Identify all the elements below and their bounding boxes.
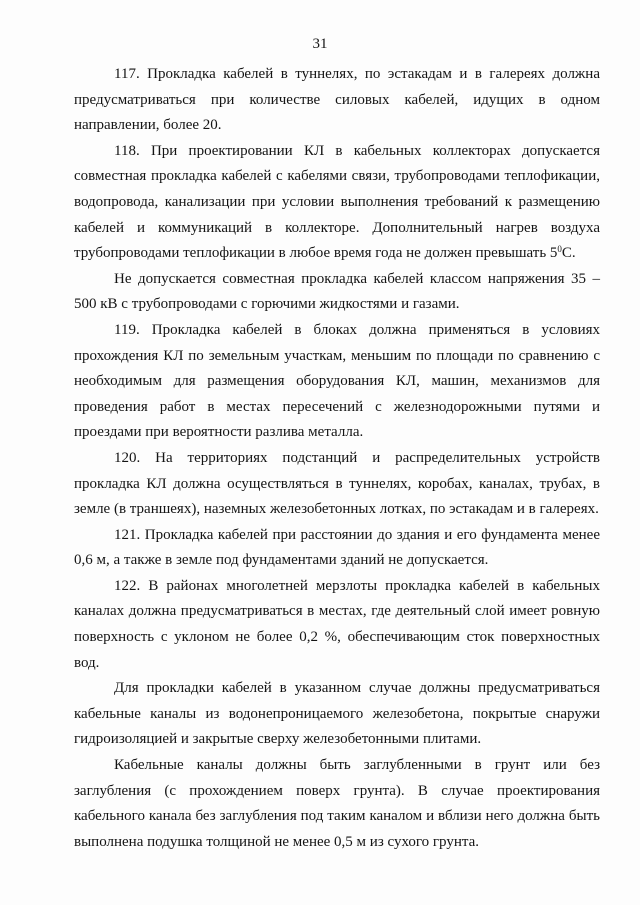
paragraph-118-text: 118. При проектировании КЛ в кабельных коллекторах допускается совместная прокладка кабелей с кабелями связи, трубопроводами теплофикации, водопровода, канализации при условии выполнения требований к размещению кабелей и коммуникаций в коллекторе. Дополнительный нагрев воздуха трубопроводами теплофикации в любое время года не должен превышать 5: [74, 142, 600, 262]
paragraph-118: [74, 139, 600, 267]
paragraph-depth: Кабельные каналы должны быть заглубленными в грунт или без заглубления (с прохождением поверх грунта). В случае проектирования кабельного канала без заглубления под таким каналом и вблизи него должна быть выполнена подушка толщиной не менее 0,5 м из сухого грунта.: [74, 757, 600, 850]
page-number: 31: [312, 36, 328, 52]
paragraph-prohibition: Не допускается совместная прокладка кабелей классом напряжения 35 – 500 кВ с трубопроводами с горючими жидкостями и газами.: [74, 270, 600, 313]
degree-superscript: 0: [557, 244, 562, 255]
paragraph-117: 117. Прокладка кабелей в туннелях, по эстакадам и в галереях должна предусматриваться при количестве силовых кабелей, идущих в одном направлении, более 20.: [74, 66, 600, 134]
paragraph-122: 122. В районах многолетней мерзлоты прокладка кабелей в кабельных каналах должна предусматриваться в местах, где деятельный слой имеет ровную поверхность с уклоном не более 0,2 %, обеспечивающим сток поверхностных вод.: [74, 577, 600, 671]
paragraph-channels: Для прокладки кабелей в указанном случае должны предусматриваться кабельные каналы из водонепроницаемого железобетона, покрытые снаружи гидроизоляцией и закрытые сверху железобетонными плитами.: [74, 680, 600, 748]
paragraph-120: 120. На территориях подстанций и распределительных устройств прокладка КЛ должна осуществляться в туннелях, коробах, каналах, трубах, в земле (в траншеях), наземных железобетонных лотках, по эстакадам и в галереях.: [74, 449, 600, 518]
paragraph-121: 121. Прокладка кабелей при расстоянии до здания и его фундамента менее 0,6 м, а также в земле под фундаментами зданий не допускается.: [74, 526, 600, 569]
paragraph-119: 119. Прокладка кабелей в блоках должна применяться в условиях прохождения КЛ по земельным участкам, меньшим по площади по сравнению с необходимым для размещения оборудования КЛ, машин, механизмов для проведения работ в местах пересечений с железнодорожными путями и проездами при вероятности разлива металла.: [74, 321, 600, 441]
document-body: [74, 62, 600, 855]
temperature-unit: С.: [561, 245, 576, 262]
